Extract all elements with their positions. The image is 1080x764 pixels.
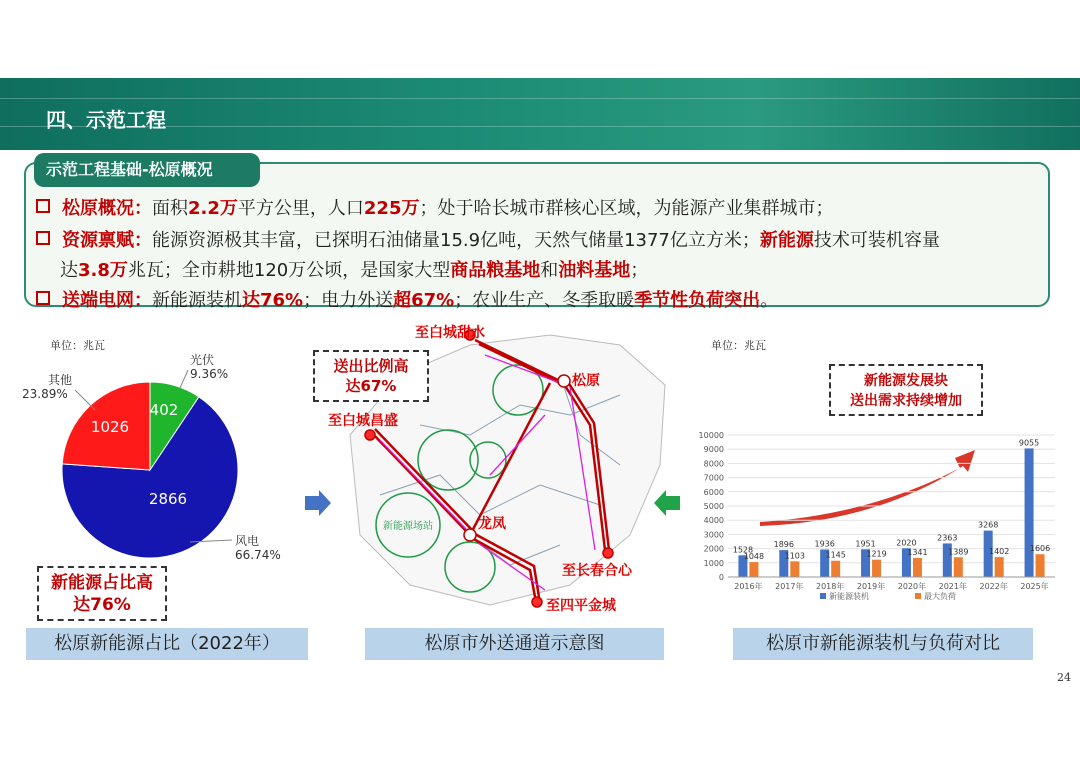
legend-label: 最大负荷 — [924, 592, 956, 601]
map-label-baicheng-changsheng: 至白城昌盛 — [328, 413, 398, 429]
bar-data-label: 1936 — [814, 539, 835, 549]
bar-load — [790, 561, 799, 577]
bar-y-tick-label: 4000 — [703, 516, 724, 526]
page-number: 24 — [1057, 671, 1071, 684]
pie-callout-line-1: 新能源占比高 — [51, 573, 153, 593]
bar-data-label: 2020 — [896, 538, 917, 548]
pie-value-label: 402 — [149, 401, 179, 419]
map-caption: 松原市外送通道示意图 — [365, 628, 664, 660]
bar-data-label: 9055 — [1018, 438, 1040, 448]
summary-text-segment: 资源禀赋： — [62, 230, 152, 251]
pie-percent-label: 23.89% — [22, 387, 68, 401]
bar-data-label: 1389 — [948, 547, 969, 557]
summary-text-segment: 能源资源极其丰富，已探明石油储量15.9亿吨，天然气储量1377亿立方米； — [152, 230, 760, 251]
bar-load — [749, 562, 758, 577]
pie-percent-label: 9.36% — [190, 367, 229, 381]
map-label-songyuan: 松原 — [572, 373, 600, 389]
section-tag: 示范工程基础-松原概况 — [34, 153, 260, 187]
summary-text-segment: 和 — [540, 260, 559, 281]
bar-x-tick-label: 2018年 — [816, 582, 845, 591]
bar-callout — [829, 364, 983, 416]
map-label-siping-jincheng: 至四平金城 — [546, 598, 616, 614]
map-callout-line-2: 达67% — [345, 377, 397, 395]
summary-text-segment: 技术可装机容量 — [813, 230, 940, 251]
bar-data-label: 1951 — [855, 539, 876, 549]
summary-line-4 — [36, 286, 778, 312]
legend-swatch — [915, 593, 921, 599]
bar-y-tick-label: 7000 — [703, 473, 724, 483]
bar-data-label: 1606 — [1029, 544, 1051, 554]
bar-data-label: 1048 — [743, 552, 765, 562]
bar-data-label: 1402 — [989, 547, 1010, 557]
bar-data-label: 1896 — [773, 540, 794, 550]
bar-y-tick-label: 1000 — [703, 558, 724, 568]
pie-value-label: 1026 — [90, 418, 130, 436]
pie-callout — [37, 566, 167, 621]
pie-leader-line — [180, 370, 188, 388]
summary-text-segment: 松原概况： — [62, 198, 152, 219]
summary-text-segment: 达 — [60, 260, 78, 281]
bar-data-label: 3268 — [978, 520, 999, 530]
bar-data-label: 1219 — [866, 549, 887, 559]
bar-load — [1036, 554, 1045, 577]
pie-value-label: 2866 — [148, 490, 188, 508]
bar-x-tick-label: 2019年 — [856, 582, 886, 591]
bar-load — [913, 558, 922, 577]
map-label-longfeng: 龙凤 — [478, 516, 506, 532]
map-callout-line-1: 送出比例高 — [333, 357, 409, 375]
summary-line-3 — [60, 256, 648, 282]
bar-y-tick-label: 2000 — [703, 544, 724, 554]
page-title: 四、示范工程 — [46, 108, 166, 132]
legend-label: 新能源装机 — [829, 592, 869, 601]
pie-category-label: 风电 — [235, 534, 260, 548]
summary-text-segment: 油料基地 — [558, 260, 631, 281]
pie-category-label: 其他 — [48, 373, 73, 387]
summary-text-segment: ；农业生产、冬季取暖 — [454, 290, 635, 311]
summary-text-segment: 3.8万 — [78, 260, 128, 281]
summary-text-segment: 新能源装机 — [152, 290, 242, 311]
pie-percent-label: 66.74% — [235, 548, 281, 562]
bar-x-tick-label: 2020年 — [897, 582, 927, 591]
bar-x-tick-label: 2022年 — [979, 582, 1008, 591]
summary-text-segment: 商品粮基地 — [450, 260, 541, 281]
pie-unit-label: 单位：兆瓦 — [50, 339, 105, 352]
trend-arrow-icon — [760, 450, 975, 526]
bullet-square-icon — [36, 291, 50, 305]
bar-data-label: 1341 — [907, 547, 928, 557]
bar-callout-line-2: 送出需求持续增加 — [850, 393, 962, 409]
bar-x-tick-label: 2016年 — [734, 582, 763, 591]
bar-y-tick-label: 8000 — [703, 459, 724, 469]
bar-y-tick-label: 9000 — [703, 445, 724, 455]
summary-text-segment: ；处于哈长城市群核心区域，为能源产业集群城市； — [419, 198, 834, 219]
summary-text-segment: 超67% — [393, 290, 455, 311]
bar-x-tick-label: 2017年 — [775, 582, 804, 591]
bar-y-tick-label: 10000 — [698, 431, 724, 440]
summary-text-segment: 季节性负荷突出 — [634, 290, 761, 311]
summary-text-segment: 送端电网： — [62, 290, 152, 311]
bar-x-tick-label: 2021年 — [938, 582, 967, 591]
pie-chart — [20, 350, 310, 575]
pie-callout-line-2: 达76% — [73, 595, 131, 615]
bar-capacity — [1025, 448, 1034, 577]
bar-y-tick-label: 5000 — [703, 502, 724, 511]
summary-text-segment: 225万 — [363, 198, 420, 219]
bullet-square-icon — [36, 231, 50, 245]
bar-x-tick-label: 2025年 — [1020, 582, 1049, 591]
pie-leader-line — [75, 390, 95, 410]
wind-station-label: 新能源场站 — [383, 521, 433, 532]
summary-text-segment: 达76% — [242, 290, 304, 311]
bar-load — [995, 557, 1004, 577]
bar-callout-line-1: 新能源发展块 — [864, 373, 948, 389]
bar-data-label: 1145 — [825, 550, 846, 560]
summary-text-segment: 2.2万 — [188, 198, 238, 219]
bar-data-label: 1528 — [732, 545, 754, 555]
bar-load — [872, 560, 881, 577]
bar-load — [831, 561, 840, 577]
summary-text-segment: ；电力外送 — [303, 290, 394, 311]
bar-data-label: 2363 — [937, 533, 958, 543]
pie-caption: 松原新能源占比（2022年） — [26, 628, 308, 660]
map-label-changchun-hexin: 至长春合心 — [562, 563, 632, 579]
summary-text-segment: 新能源 — [759, 230, 814, 251]
bar-y-tick-label: 3000 — [703, 530, 724, 540]
bar-load — [954, 557, 963, 577]
summary-line-2 — [36, 226, 940, 252]
pie-category-label: 光伏 — [190, 353, 215, 367]
bar-chart — [690, 420, 1065, 610]
bar-y-tick-label: 6000 — [703, 487, 724, 497]
map-label-baicheng-tianshui: 至白城甜水 — [415, 325, 485, 341]
bar-data-label: 1103 — [784, 551, 805, 561]
bar-unit-label: 单位：兆瓦 — [711, 339, 766, 352]
bar-y-tick-label: 0 — [718, 573, 724, 582]
summary-text-segment: 面积 — [152, 198, 188, 219]
bar-caption: 松原市新能源装机与负荷对比 — [733, 628, 1033, 660]
summary-text-segment: 兆瓦；全市耕地120万公顷，是国家大型 — [127, 260, 451, 281]
summary-text-segment: 。 — [760, 290, 779, 311]
map-callout — [313, 350, 429, 402]
legend-swatch — [820, 593, 826, 599]
summary-text-segment: 平方公里，人口 — [237, 198, 364, 219]
summary-line-1 — [36, 194, 833, 220]
bullet-square-icon — [36, 199, 50, 213]
summary-text-segment: ； — [630, 260, 649, 281]
